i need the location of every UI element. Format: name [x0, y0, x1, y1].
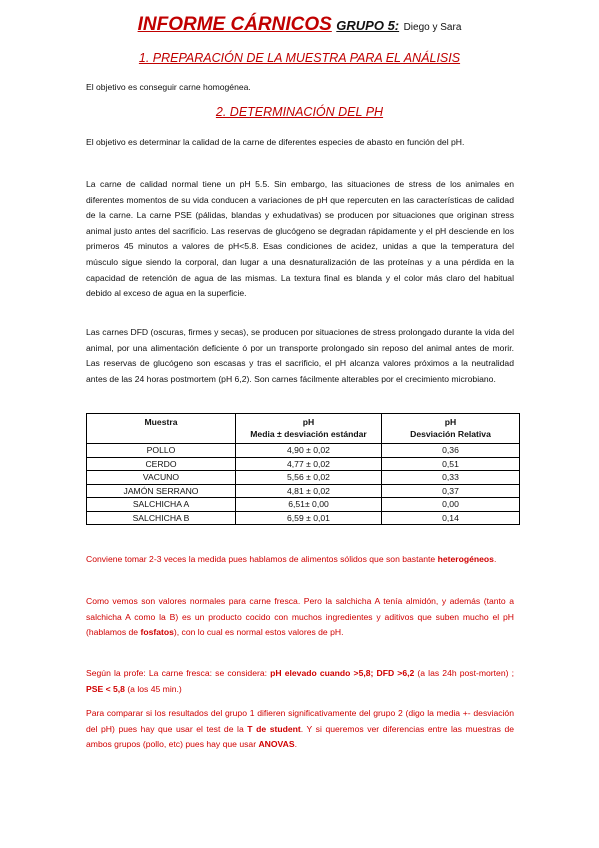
table-row: [87, 457, 520, 471]
cell-muestra: SALCHICHA B: [87, 511, 236, 525]
cell-media: 4,90 ± 0,02: [236, 444, 382, 458]
section-heading-2: 2. DETERMINACIÓN DEL PH: [215, 105, 384, 119]
section-heading-1: 1. PREPARACIÓN DE LA MUESTRA PARA EL ANÁLISIS: [138, 51, 461, 65]
title-group: GRUPO 5:: [336, 18, 400, 33]
cell-relativa: 0,36: [382, 444, 520, 458]
paragraph-objective-2: El objetivo es determinar la calidad de la carne de diferentes especies de abasto en función del pH.: [86, 137, 465, 147]
cell-muestra: CERDO: [87, 457, 236, 471]
note-profe: Según la profe: La carne fresca: se considera: pH elevado cuando >5,8; DFD >6,2 (a las 24h post-morten) ; PSE < 5,8 (a los 45 min.): [86, 668, 514, 694]
table-row: [87, 484, 520, 498]
title-main: INFORME CÁRNICOS: [137, 14, 332, 35]
cell-relativa: 0,00: [382, 498, 520, 512]
header-muestra: Muestra: [87, 414, 236, 444]
cell-media: 6,51± 0,00: [236, 498, 382, 512]
cell-relativa: 0,37: [382, 484, 520, 498]
table-header-row: [87, 414, 520, 444]
cell-media: 4,81 ± 0,02: [236, 484, 382, 498]
cell-media: 6,59 ± 0,01: [236, 511, 382, 525]
cell-media: 4,77 ± 0,02: [236, 457, 382, 471]
table-row: [87, 511, 520, 525]
ph-results-table: [86, 413, 520, 525]
header-ph-media: pH Media ± desviación estándar: [236, 414, 382, 444]
table-row: [87, 498, 520, 512]
cell-relativa: 0,51: [382, 457, 520, 471]
cell-muestra: POLLO: [87, 444, 236, 458]
cell-muestra: VACUNO: [87, 471, 236, 485]
cell-relativa: 0,33: [382, 471, 520, 485]
cell-muestra: JAMÓN SERRANO: [87, 484, 236, 498]
note-heterogeneous: Conviene tomar 2-3 veces la medida pues hablamos de alimentos sólidos que son bastante heterogéneos.: [86, 554, 497, 564]
cell-media: 5,56 ± 0,02: [236, 471, 382, 485]
header-ph-relativa: pH Desviación Relativa: [382, 414, 520, 444]
paragraph-pse: La carne de calidad normal tiene un pH 5.5. Sin embargo, las situaciones de stress de los animales en diferentes momentos de su vida conducen a variaciones de pH que repercuten en las características de calidad de la carne. La carne PSE (pálidas, blandas y exhudativas) se producen por situaciones que originan stress animal justo antes del sacrificio. Las reservas de glucógeno se degradan rápidamente y el pH desciende en los primeros 45 minutos a valores de pH<5.8. Esas condiciones de acidez, unidas a que la temperatura del músculo sigue siendo la corporal, dan lugar a una desnaturalización de las proteínas y a una pérdida en la capacidad de retención de agua de las mismas. La textura final es blanda y el color más claro del habitual debido al exceso de agua en la superficie.: [86, 179, 514, 299]
table-row: [87, 444, 520, 458]
note-statistics: Para comparar si los resultados del grupo 1 difieren significativamente del grupo 2 (digo la media +- desviación del pH) pues hay que usar el test de la T de student. Y si queremos ver diferencias entre las muestras de ambos grupos (pollo, etc) pues hay que usar ANOVAS.: [86, 708, 515, 750]
paragraph-objective-1: El objetivo es conseguir carne homogénea.: [86, 82, 251, 92]
paragraph-dfd: Las carnes DFD (oscuras, firmes y secas), se producen por situaciones de stress prolongado durante la vida del animal, por una alimentación deficiente ó por un transporte prolongado sin reposo del animal antes de morir. Las reservas de glucógeno son escasas y tras el sacrificio, el pH alcanza valores próximos a la neutralidad antes de las 24 horas postmortem (pH 6,2). Son carnes fácilmente alterables por el crecimiento microbiano.: [86, 327, 514, 384]
cell-relativa: 0,14: [382, 511, 520, 525]
document-title: [0, 14, 599, 36]
table-row: [87, 471, 520, 485]
title-authors: Diego y Sara: [403, 22, 462, 33]
note-fresh-meat: Como vemos son valores normales para carne fresca. Pero la salchicha A tenía almidón, y además (tanto a salchicha A como la B) es un producto cocido con muchos ingredientes y aditivos que suben mucho el pH (hablamos de fosfatos), con lo cual es normal estos valores de pH.: [86, 596, 514, 638]
cell-muestra: SALCHICHA A: [87, 498, 236, 512]
